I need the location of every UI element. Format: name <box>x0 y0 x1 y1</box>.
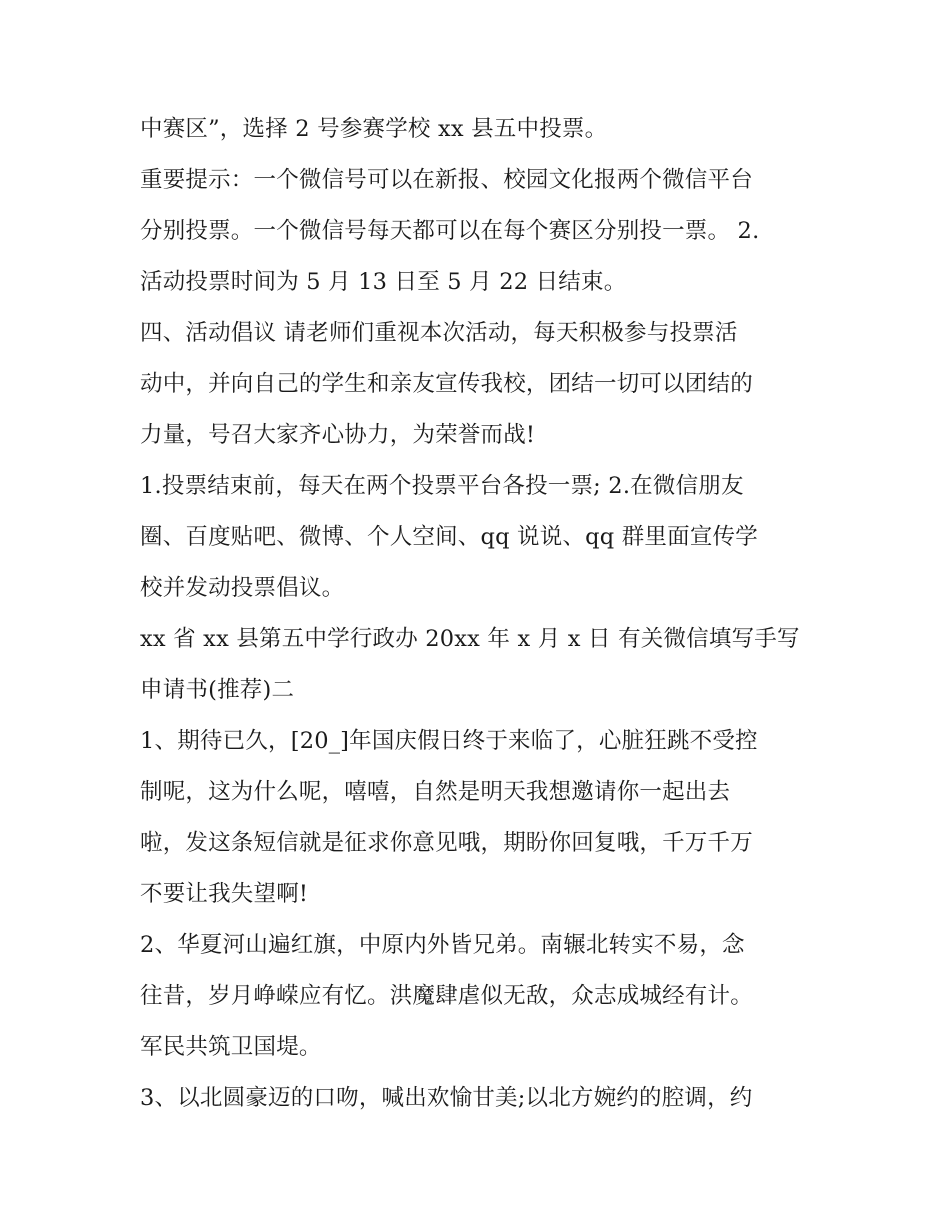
text-line: 1、期待已久，[20_]年国庆假日终于来临了，心脏狂跳不受控 <box>140 728 758 754</box>
text-line: xx 省 xx 县第五中学行政办 20xx 年 x 月 x 日 有关微信填写手写 <box>140 626 800 652</box>
text-line: 动中，并向自己的学生和亲友宣传我校，团结一切可以团结的 <box>140 371 753 397</box>
text-line: 军民共筑卫国堤。 <box>140 1034 322 1060</box>
text-line: 2、华夏河山遍红旗，中原内外皆兄弟。南辗北转实不易，念 <box>140 932 745 958</box>
document-body <box>140 104 820 1124</box>
text-line: 重要提示：一个微信号可以在新报、校园文化报两个微信平台 <box>140 167 753 193</box>
text-line: 力量，号召大家齐心协力，为荣誉而战! <box>140 422 536 448</box>
text-line: 啦，发这条短信就是征求你意见哦，期盼你回复哦，千万千万 <box>140 830 753 856</box>
text-line: 活动投票时间为 5 月 13 日至 5 月 22 日结束。 <box>140 269 627 295</box>
text-line: 校并发动投票倡议。 <box>140 575 345 601</box>
text-line: 制呢，这为什么呢，嘻嘻，自然是明天我想邀请你一起出去 <box>140 779 731 805</box>
text-line: 不要让我失望啊! <box>140 881 309 907</box>
text-line: 四、活动倡议 请老师们重视本次活动，每天积极参与投票活 <box>140 320 738 346</box>
text-line: 分别投票。一个微信号每天都可以在每个赛区分别投一票。 2. <box>140 218 760 244</box>
text-line: 1.投票结束前，每天在两个投票平台各投一票; 2.在微信朋友 <box>140 473 744 499</box>
text-line: 往昔，岁月峥嵘应有忆。洪魔肆虐似无敌，众志成城经有计。 <box>140 983 753 1009</box>
text-line: 申请书(推荐)二 <box>140 677 295 703</box>
text-line: 圈、百度贴吧、微博、个人空间、qq 说说、qq 群里面宣传学 <box>140 524 758 550</box>
text-line: 中赛区”，选择 2 号参赛学校 xx 县五中投票。 <box>140 116 608 142</box>
text-line: 3、以北圆豪迈的口吻，喊出欢愉甘美;以北方婉约的腔调，约 <box>140 1085 753 1111</box>
